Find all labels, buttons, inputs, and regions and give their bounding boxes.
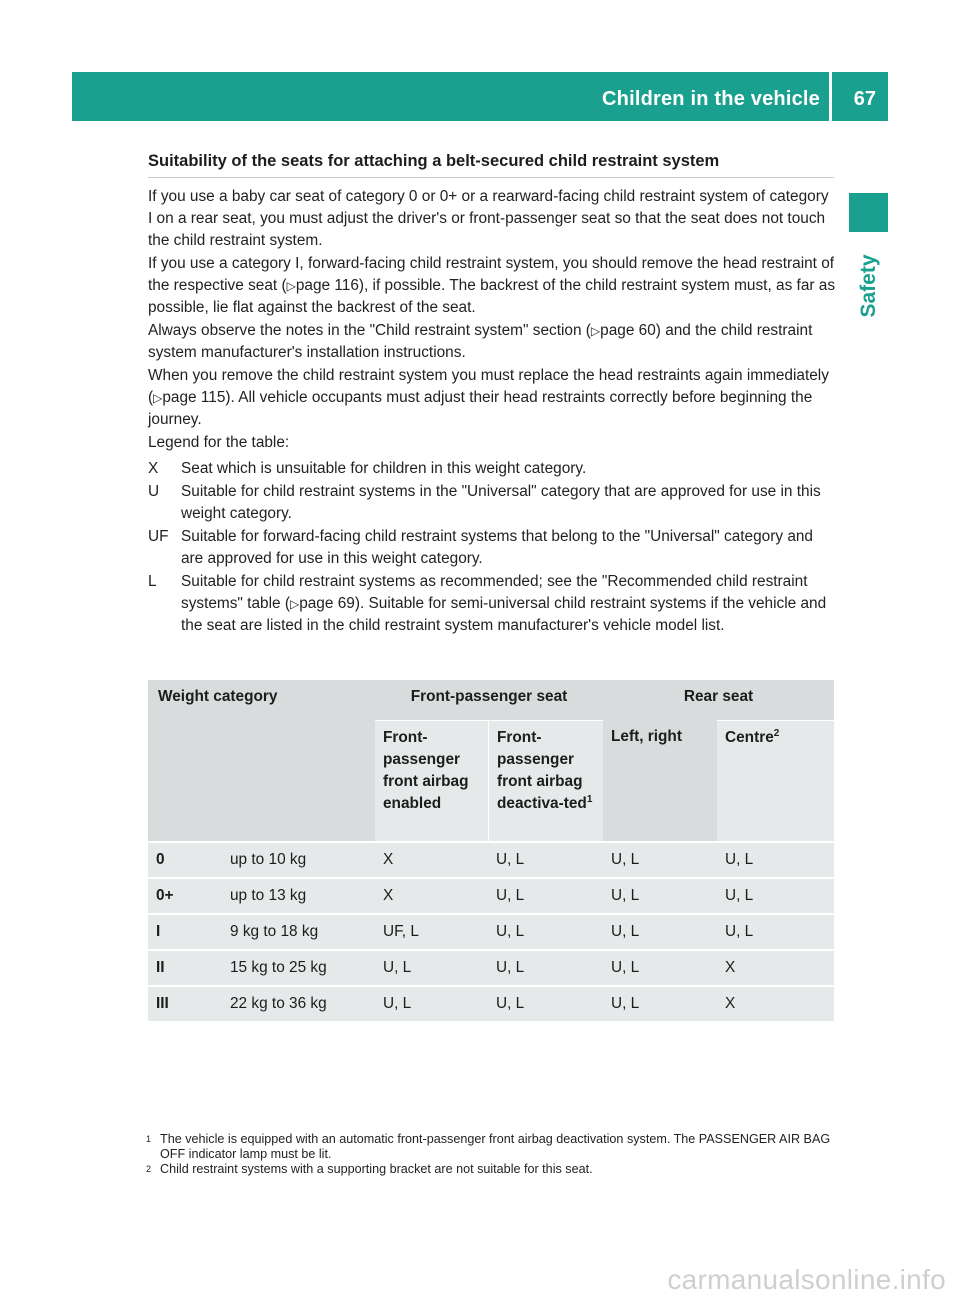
page-number: 67 [853, 88, 876, 110]
body-text [148, 186, 836, 638]
legend-list [148, 458, 836, 637]
paragraph: When you remove the child restraint system you must replace the head restraints again immediately (▷page 115). All vehicle occupants must adjust their head restraints correctly before beginning the journey. [148, 367, 829, 428]
header-rear-seat: Rear seat [603, 680, 834, 720]
legend-item [148, 458, 836, 480]
legend-item [148, 481, 836, 525]
page-ref-link[interactable]: page 69). Suitable for semi-universal child restraint systems if the vehicle and the seat are listed in the child restraint system manufacturer's vehicle model list. [181, 595, 827, 634]
cell-weight: 15 kg to 25 kg [222, 949, 375, 985]
header-weight-category: Weight category [148, 680, 375, 720]
paragraph: Legend for the table: [148, 434, 290, 451]
footnote-number: 1 [146, 1134, 152, 1144]
cell-centre: U, L [717, 913, 834, 949]
cell-weight: up to 13 kg [222, 877, 375, 913]
cell-airbag-deactivated: U, L [488, 877, 603, 913]
cell-airbag-enabled: UF, L [375, 913, 488, 949]
header-front-passenger-seat: Front-passenger seat [375, 680, 603, 720]
header-divider [829, 72, 832, 121]
cell-airbag-deactivated: U, L [488, 841, 603, 877]
cell-category: 0 [148, 841, 222, 877]
footnote-text: The vehicle is equipped with an automatic front-passenger front airbag deactivation system. The PASSENGER AIR BAG OFF indicator lamp must be lit. [160, 1132, 831, 1161]
cell-left-right: U, L [603, 985, 717, 1021]
page-ref-arrow-icon: ▷ [153, 391, 163, 405]
paragraph: If you use a baby car seat of category 0 or 0+ or a rearward-facing child restraint system of category I on a rear seat, you must adjust the driver's or front-passenger seat so that the seat does not touch the child restraint system. [148, 188, 829, 249]
paragraph: If you use a category I, forward-facing child restraint system, you should remove the head restraint of the respective seat (▷page 116), if possible. The backrest of the child restraint system must, as far as possible, lie flat against the backrest of the seat. [148, 255, 836, 316]
table-row [148, 841, 834, 877]
subheader-left-right: Left, right [603, 720, 717, 841]
legend-desc: Suitable for child restraint systems in the "Universal" category that are approved for use in this weight category. [181, 483, 821, 522]
cell-centre: X [717, 985, 834, 1021]
page-ref-link[interactable]: page 116), if possible. The backrest of the child restraint system must, as far as possible, lie flat against the backrest of the seat. [148, 277, 836, 316]
cell-left-right: U, L [603, 913, 717, 949]
cell-weight: 22 kg to 36 kg [222, 985, 375, 1021]
cell-category: II [148, 949, 222, 985]
table-subheader-row [148, 720, 834, 841]
footnote [148, 1132, 836, 1162]
legend-desc: Seat which is unsuitable for children in this weight category. [181, 460, 587, 477]
cell-airbag-deactivated: U, L [488, 985, 603, 1021]
suitability-table [148, 680, 834, 1021]
paragraph: Always observe the notes in the "Child restraint system" section (▷page 60) and the child restraint system manufacturer's installation instructions. [148, 322, 813, 361]
subheader-centre: Centre$^2$ [717, 720, 834, 841]
cell-category: III [148, 985, 222, 1021]
cell-airbag-enabled: X [375, 841, 488, 877]
cell-weight: up to 10 kg [222, 841, 375, 877]
watermark: carmanualsonline.info [667, 1264, 946, 1295]
footnotes [148, 1132, 836, 1177]
subheader-airbag-enabled: Front-passenger front airbag enabled [375, 720, 488, 841]
section-tab-text: Safety [856, 254, 880, 318]
section-tab-label [849, 236, 888, 336]
table-row [148, 913, 834, 949]
legend-key: L [148, 573, 157, 590]
page-ref-link[interactable]: page 115). All vehicle occupants must adjust their head restraints correctly before beginning the journey. [148, 389, 813, 428]
cell-category: I [148, 913, 222, 949]
footnote [148, 1162, 836, 1177]
cell-airbag-enabled: U, L [375, 949, 488, 985]
cell-airbag-enabled: U, L [375, 985, 488, 1021]
table-row [148, 877, 834, 913]
cell-airbag-deactivated: U, L [488, 913, 603, 949]
cell-left-right: U, L [603, 949, 717, 985]
subheader-spacer [148, 720, 375, 841]
page-ref-arrow-icon: ▷ [590, 324, 601, 338]
footnote-ref: 1 [586, 793, 593, 805]
section-title: Suitability of the seats for attaching a belt-secured child restraint system [148, 152, 720, 170]
footnote-number: 2 [146, 1164, 152, 1174]
page-ref-link[interactable]: page 60) and the child restraint system manufacturer's installation instructions. [148, 322, 813, 361]
legend-item [148, 526, 836, 570]
cell-airbag-enabled: X [375, 877, 488, 913]
cell-centre: U, L [717, 877, 834, 913]
chapter-title: Children in the vehicle [602, 88, 820, 110]
legend-key: X [148, 460, 159, 477]
legend-item [148, 571, 836, 637]
cell-weight: 9 kg to 18 kg [222, 913, 375, 949]
cell-centre: U, L [717, 841, 834, 877]
title-divider [148, 177, 834, 178]
table-header-row [148, 680, 834, 720]
cell-centre: X [717, 949, 834, 985]
page-ref-arrow-icon: ▷ [289, 597, 300, 611]
table-row [148, 949, 834, 985]
legend-key: UF [148, 528, 169, 545]
cell-left-right: U, L [603, 841, 717, 877]
legend-desc: Suitable for child restraint systems as recommended; see the "Recommended child restraint systems" table (▷page 69). Suitable for semi-universal child restraint systems if the vehicle and the seat are listed in the child restraint system manufacturer's vehicle model list. [181, 573, 827, 634]
footnote-text: Child restraint systems with a supporting bracket are not suitable for this seat. [160, 1162, 593, 1176]
cell-category: 0+ [148, 877, 222, 913]
page-header [72, 72, 888, 121]
legend-key: U [148, 483, 160, 500]
legend-desc: Suitable for forward-facing child restraint systems that belong to the "Universal" category and are approved for use in this weight category. [181, 528, 813, 567]
table-row [148, 985, 834, 1021]
cell-airbag-deactivated: U, L [488, 949, 603, 985]
subheader-airbag-deactivated: Front-passenger front airbag deactiva-ted$^1$ [488, 720, 603, 841]
page-ref-arrow-icon: ▷ [286, 279, 296, 293]
section-tab-marker [849, 193, 888, 232]
footnote-ref: 2 [773, 727, 780, 739]
cell-left-right: U, L [603, 877, 717, 913]
